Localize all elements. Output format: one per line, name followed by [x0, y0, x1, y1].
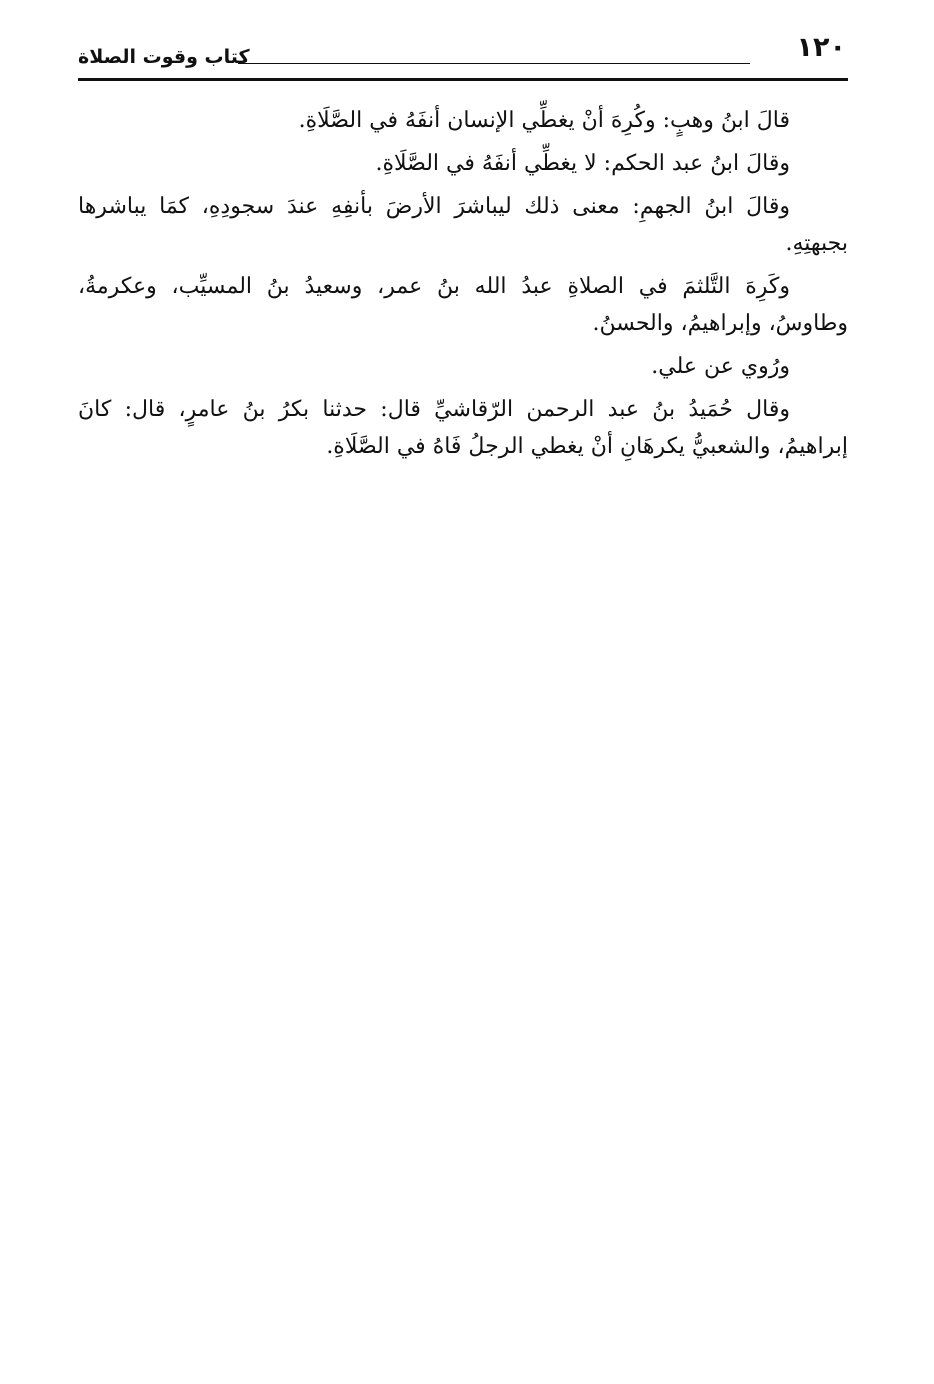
header-rule — [78, 78, 848, 81]
paragraph: وكَرِهَ التَّلثمَ في الصلاةِ عبدُ الله بنُ عمر، وسعيدُ بنُ المسيِّب، وعكرمةُ، وطاوسُ، وإبراهيمُ، والحسنُ. — [78, 274, 848, 336]
header-line — [238, 63, 750, 64]
paragraph: قالَ ابنُ وهبٍ: وكُرِهَ أنْ يغطِّي الإنسان أنفَهُ في الصَّلَاةِ. — [298, 108, 790, 133]
body-text — [78, 102, 848, 471]
book-title: كتاب وقوت الصلاة — [78, 46, 250, 68]
paragraph: وقالَ ابنُ عبد الحكم: لا يغطِّي أنفَهُ في الصَّلَاةِ. — [375, 151, 790, 176]
running-header — [78, 28, 848, 80]
paragraph: وقال حُمَيدُ بنُ عبد الرحمن الرّقاشيِّ قال: حدثنا بكرُ بنُ عامرٍ، قال: كانَ إبراهيمُ، والشعبيُّ يكرهَانِ أنْ يغطي الرجلُ فَاهُ في الصَّلَاةِ. — [78, 397, 848, 459]
paragraph: وقالَ ابنُ الجهمِ: معنى ذلك ليباشرَ الأرضَ بأنفِهِ عندَ سجودِهِ، كمَا يباشرها بجبهتِهِ. — [78, 194, 848, 256]
paragraph: ورُوي عن علي. — [651, 354, 790, 379]
page-number: ١٢٠ — [796, 32, 846, 63]
